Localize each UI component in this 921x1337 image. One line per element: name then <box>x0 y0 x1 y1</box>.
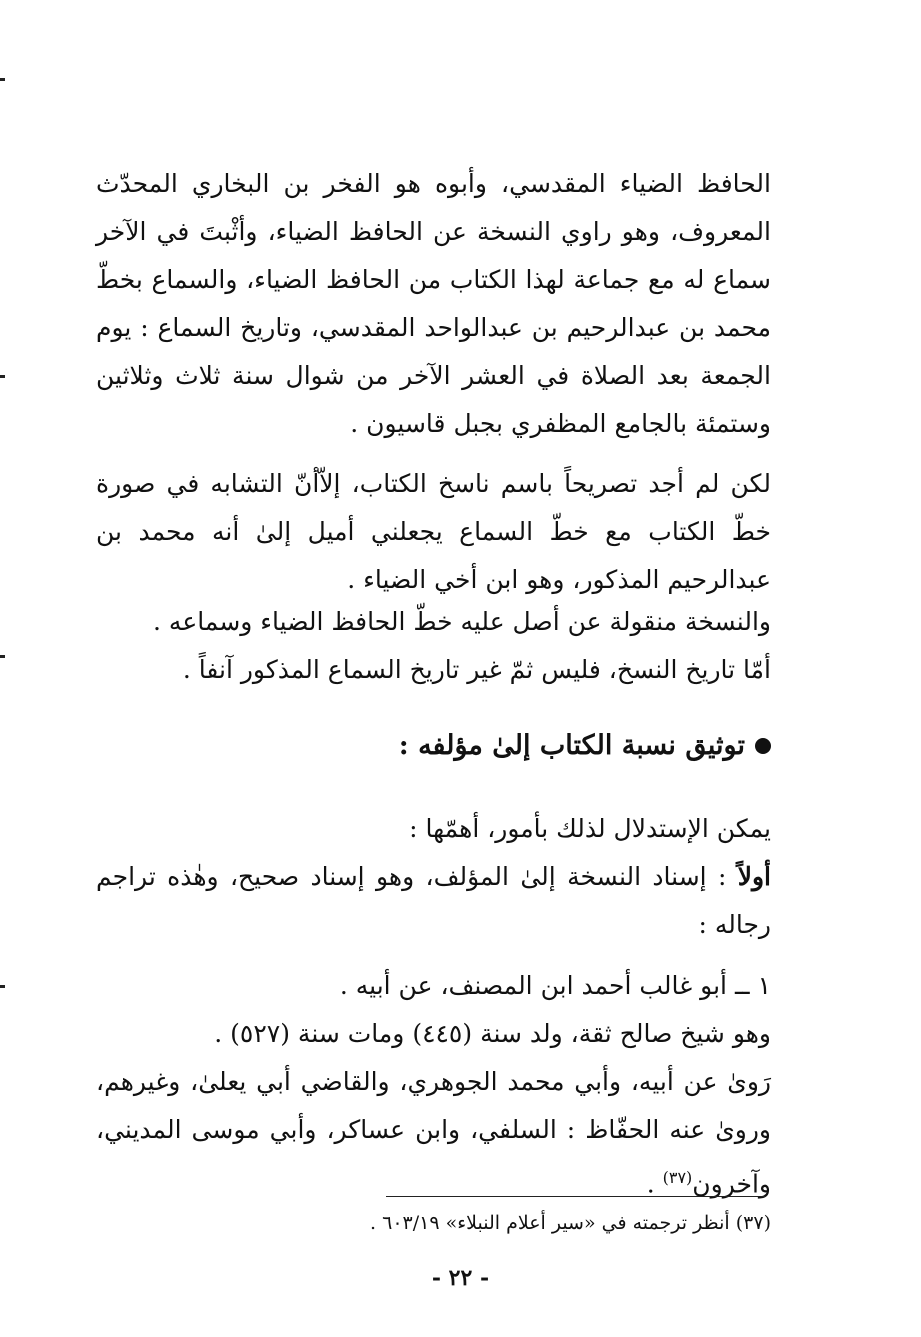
margin-mark <box>0 655 5 658</box>
paragraph-copy-date <box>96 646 771 694</box>
section-heading <box>96 730 771 761</box>
paragraph-narrator-teachers <box>96 1058 771 1208</box>
paragraph-manuscript-description <box>96 160 771 448</box>
paragraph-narrator-dates <box>96 1010 771 1058</box>
paragraph-text <box>96 853 771 949</box>
section-heading-text: توثيق نسبة الكتاب إلىٰ مؤلفه : <box>398 730 745 761</box>
paragraph-text <box>96 1058 771 1208</box>
sentence-end: . <box>646 1169 663 1199</box>
paragraph-text: أمّا تاريخ النسخ، فليس ثمّ غير تاريخ السماع المذكور آنفاً . <box>182 655 771 684</box>
paragraph-text: يمكن الإستدلال لذلك بأمور، أهمّها : <box>409 814 771 843</box>
margin-mark <box>0 985 5 988</box>
narrator-teachers-text: رَوىٰ عن أبيه، وأبي محمد الجوهري، والقاضي أبي يعلىٰ، وغيرهم، وروىٰ عنه الحفّاظ : السلفي، وابن عساكر، وأبي موسى المديني، وآخرون <box>96 1067 771 1199</box>
bullet-icon <box>755 738 771 754</box>
paragraph-source-copy <box>96 598 771 646</box>
margin-mark <box>0 375 5 378</box>
paragraph-narrator-1 <box>96 962 771 1010</box>
paragraph-text: والنسخة منقولة عن أصل عليه خطّ الحافظ الضياء وسماعه . <box>153 607 771 636</box>
paragraph-text: ١ ــ أبو غالب أحمد ابن المصنف، عن أبيه . <box>339 971 771 1000</box>
footnote-divider <box>386 1196 766 1197</box>
paragraph-intro <box>96 805 771 853</box>
paragraph-text: لكن لم أجد تصريحاً باسم ناسخ الكتاب، إلاّأنّ التشابه في صورة خطّ الكتاب مع خطّ السماع يجعلني أميل إلىٰ أنه محمد بن عبدالرحيم المذكور، وهو ابن أخي الضياء . <box>96 469 771 594</box>
margin-mark <box>0 78 5 81</box>
first-point-text: : إسناد النسخة إلىٰ المؤلف، وهو إسناد صحيح، وهٰذه تراجم رجاله : <box>96 862 771 939</box>
footnote-reference: (٣٧) <box>662 1168 693 1187</box>
paragraph-copyist <box>96 460 771 604</box>
footnote: (٣٧) أنظر ترجمته في «سير أعلام النبلاء» ٦٠٣/١٩ . <box>370 1212 771 1234</box>
page-number: - ٢٢ - <box>431 1265 490 1291</box>
paragraph-text: الحافظ الضياء المقدسي، وأبوه هو الفخر بن البخاري المحدّث المعروف، وهو راوي النسخة عن الحافظ الضياء، وأثْبتَ في الآخر سماع له مع جماعة لهذا الكتاب من الحافظ الضياء، والسماع بخطّ محمد بن عبدالرحيم بن عبدالواحد المقدسي، وتاريخ السماع : يوم الجمعة بعد الصلاة في العشر الآخر من شوال سنة ثلاث وثلاثين وستمئة بالجامع المظفري بجبل قاسيون . <box>96 169 771 438</box>
paragraph-first-point <box>96 853 771 949</box>
first-point-label: أولاً <box>737 862 771 891</box>
paragraph-text: وهو شيخ صالح ثقة، ولد سنة (٤٤٥) ومات سنة (٥٢٧) . <box>214 1019 771 1048</box>
